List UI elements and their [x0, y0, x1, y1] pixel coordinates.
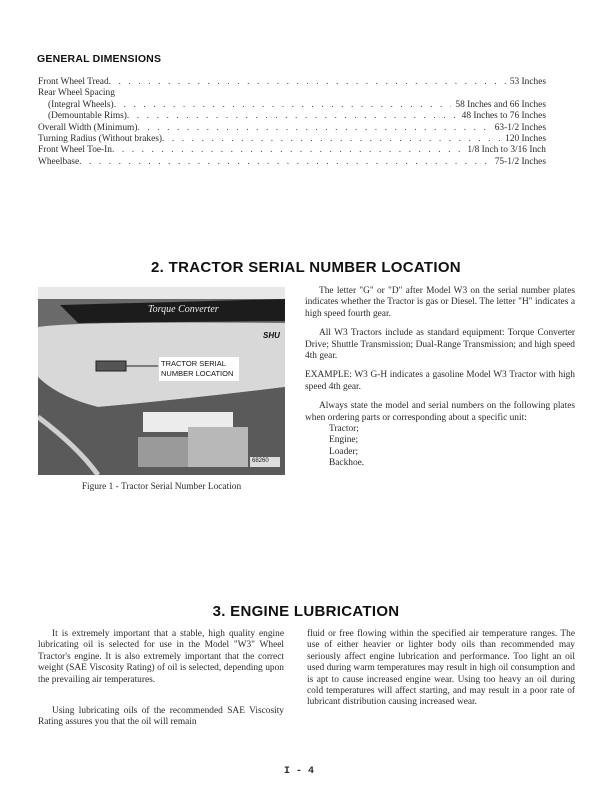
dimension-row — [38, 111, 546, 122]
paragraph: EXAMPLE: W3 G-H indicates a gasoline Model W3 Tractor with high speed 4th gear. — [305, 370, 575, 392]
section-3-right-column — [307, 629, 575, 717]
dimension-value: 48 Inches to 76 Inches — [461, 111, 546, 122]
page-number: I - 4 — [284, 766, 315, 777]
dimension-label: Rear Wheel Spacing — [38, 88, 115, 99]
dimension-label: (Demountable Rims) — [48, 111, 127, 122]
section-3-left-column — [38, 629, 284, 737]
callout-line: NUMBER LOCATION — [161, 368, 234, 378]
tractor-illustration — [38, 287, 285, 475]
dimension-label: Front Wheel Tread — [38, 77, 109, 87]
dimension-row — [38, 134, 546, 145]
dimension-row — [38, 77, 546, 88]
dimension-label: Front Wheel Toe-In — [38, 145, 112, 156]
side-text: SHU — [263, 331, 280, 340]
serial-callout — [161, 359, 233, 378]
dimension-label: (Integral Wheels) — [48, 99, 114, 110]
dimension-row — [38, 88, 546, 99]
dimension-value: 75-1/2 Inches — [494, 156, 546, 167]
callout-line: TRACTOR SERIAL — [161, 359, 226, 368]
section-2-text — [305, 286, 575, 470]
dimension-value: 58 Inches and 66 Inches — [455, 99, 546, 110]
paragraph: It is extremely important that a stable, high quality engine lubricating oil is selected for use in the Model "W3" Wheel Tractor's engine. It is also extremely important that the correct weight (SAE Viscosity Rating) of oil is selected, depending upon the prevailing air temperatures. — [38, 629, 284, 685]
paragraph: All W3 Tractors include as standard equipment: Torque Converter Drive; Shuttle Transmission; Dual-Range Transmission; and high speed 4th gear. — [305, 328, 575, 362]
section-2-heading: 2. TRACTOR SERIAL NUMBER LOCATION — [151, 259, 461, 276]
paragraph: Using lubricating oils of the recommended SAE Viscosity Rating assures you that the oil will remain — [38, 706, 284, 728]
dimension-row — [38, 123, 546, 134]
paragraph: The letter "G" or "D" after Model W3 on the serial number plates indicates whether the Tractor is gas or Diesel. The letter "H" indicates a high speed fourth gear. — [305, 286, 575, 319]
dimension-label: Wheelbase — [38, 156, 80, 167]
general-dimensions-heading: GENERAL DIMENSIONS — [37, 53, 162, 65]
dimension-label: Overall Width (Minimum) — [38, 122, 138, 133]
dimension-label: Turning Radius (Without brakes) — [38, 134, 163, 145]
unit-item: Engine; — [329, 435, 359, 446]
dimension-value: 120 Inches — [505, 134, 546, 145]
dimension-row — [38, 145, 546, 156]
unit-item: Tractor; — [329, 424, 359, 435]
unit-item: Backhoe. — [329, 458, 365, 469]
decal-text: Torque Converter — [148, 304, 219, 315]
dimension-value: 53 Inches — [509, 77, 546, 87]
dimension-row — [38, 157, 546, 168]
paragraph: fluid or free flowing within the specified air temperature ranges. The use of either heavier or lighter body oils than recommended may seriously affect engine lubrication and performance. Too light an oil used during warm temperatures may result in high oil consumption and is apt to cause increased engine wear. Using too heavy an oil during cold temperatures will affect starting, and may result in a poor rate of lubricant distribution causing increased wear. — [307, 629, 575, 708]
dimension-value: 1/8 Inch to 3/16 Inch — [467, 145, 546, 156]
dimensions-table — [38, 77, 546, 168]
section-3-heading: 3. ENGINE LUBRICATION — [212, 603, 400, 620]
figure-caption: Figure 1 - Tractor Serial Number Location — [81, 482, 242, 492]
unit-list — [305, 424, 575, 470]
dimension-row — [38, 100, 546, 111]
photo-id: 68260 — [252, 458, 269, 464]
dimension-value: 63-1/2 Inches — [494, 122, 546, 133]
tractor-photo — [38, 287, 285, 475]
unit-item: Loader; — [329, 446, 359, 457]
paragraph: Always state the model and serial numbers on the following plates when ordering parts or corresponding about a specific unit: — [305, 401, 575, 423]
